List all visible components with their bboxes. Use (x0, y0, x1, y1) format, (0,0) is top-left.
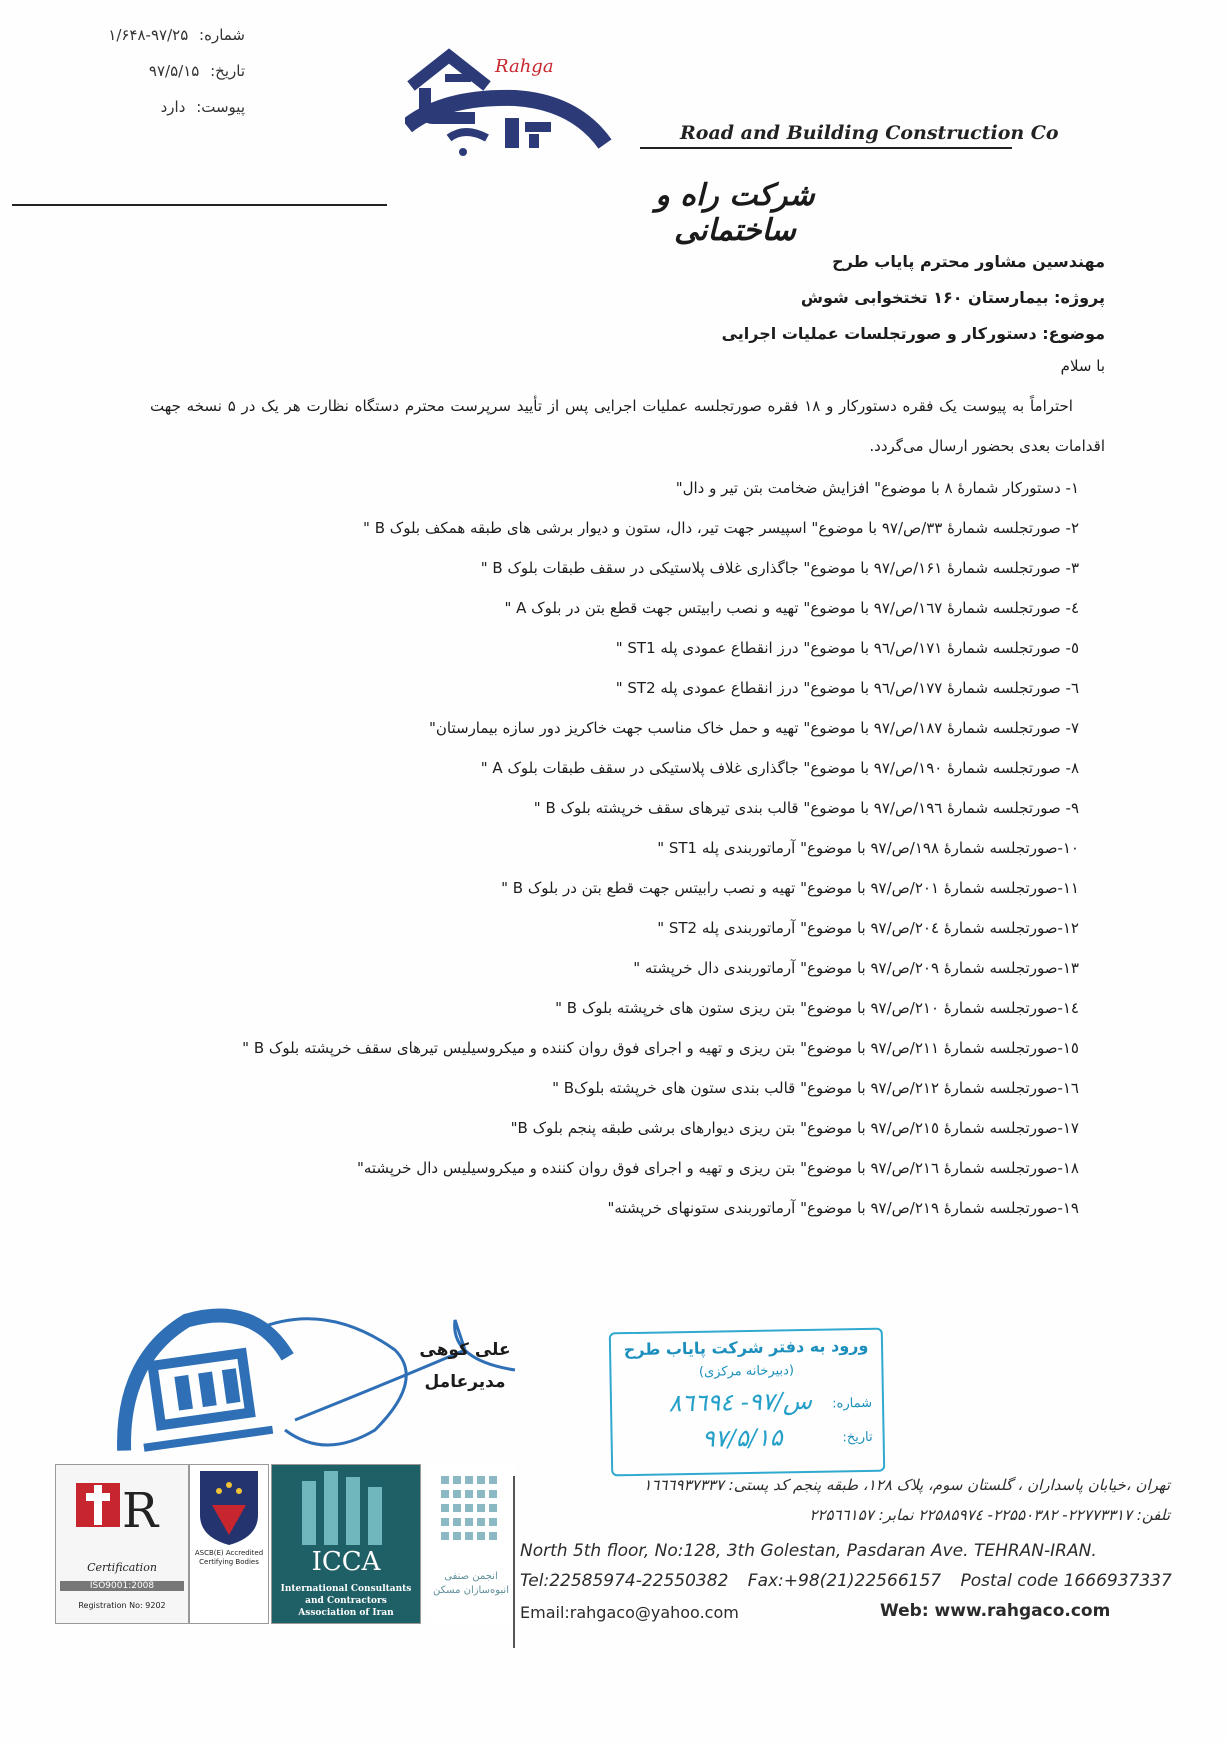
logo-latin-name: Rahga (495, 56, 554, 77)
asc-certificate (189, 1464, 269, 1624)
header-rule-right (640, 147, 1012, 149)
icca-building-icon (272, 1465, 420, 1547)
icca-certificate (271, 1464, 421, 1624)
meta-number-value: ۹۷/۲۵-۱/۶۴۸ (108, 26, 189, 44)
svg-text:R: R (122, 1483, 159, 1539)
footer-divider (513, 1476, 515, 1648)
footer-english (520, 1536, 1220, 1630)
meta-number (65, 24, 245, 60)
letter-body (150, 244, 1105, 1228)
footer-web-link[interactable]: Web: www.rahgaco.com (880, 1601, 1111, 1621)
list-item: ۸- صورتجلسه شمارهٔ ۱۹۰/ص/۹۷ با موضوع" جاگذاری غلاف پلاستیکی در سقف طبقات بلوک A " (480, 759, 1079, 777)
meta-date (65, 60, 245, 96)
iso-caption: Certification (87, 1561, 157, 1574)
list-item: ۳- صورتجلسه شمارهٔ ۱۶۱/ص/۹۷ با موضوع" جاگذاری غلاف پلاستیکی در سقف طبقات بلوک B " (480, 559, 1079, 577)
meta-attachment-label: پیوست: (196, 98, 245, 116)
association-logo (427, 1464, 515, 1622)
meta-date-label: تاریخ: (210, 62, 245, 80)
company-logo (405, 48, 625, 168)
footer-address-fa: تهران ،خیابان پاسداران ، گلستان سوم، پلاک ۱۲۸، طبقه پنجم کد پستی: ۱٦٦٦۹۳۷۳۳۷ (643, 1476, 1170, 1494)
footer-postal: Postal code 1666937337 (960, 1571, 1172, 1591)
receipt-stamp (609, 1328, 885, 1477)
letter-meta (65, 24, 245, 132)
footer-fax: Fax:+98(21)22566157 (747, 1571, 942, 1591)
list-item: ۱۱-صورتجلسه شمارهٔ ۲۰۱/ص/۹۷ با موضوع" تهیه و نصب رابیتس جهت قطع بتن در بلوک B " (501, 879, 1079, 897)
list-item: ٤- صورتجلسه شمارهٔ ۱٦٧/ص/۹۷ با موضوع" تهیه و نصب رابیتس جهت قطع بتن در بلوک A " (504, 599, 1079, 617)
signature-block (95, 1290, 565, 1470)
list-item: ۱۷-صورتجلسه شمارهٔ ۲۱٥/ص/۹۷ با موضوع" بتن ریزی دیوارهای برشی طبقه پنجم بلوک B" (510, 1119, 1079, 1137)
list-item: ۱- دستورکار شمارهٔ ۸ با موضوع" افزایش ضخامت بتن تیر و دال" (675, 479, 1079, 497)
stamp-number-value: ۸٦٦۹٤ -۹۷/س (668, 1386, 813, 1418)
list-item: ۹- صورتجلسه شمارهٔ ۱۹٦/ص/۹۷ با موضوع" قالب بندی تیرهای سقف خرپشته بلوک B " (533, 799, 1079, 817)
list-item: ۱۲-صورتجلسه شمارهٔ ۲۰٤/ص/۹۷ با موضوع" آرماتوربندی پله ST2 " (657, 919, 1079, 937)
iso-registration: Registration No: 9202 (78, 1601, 166, 1610)
list-item: ۱٥-صورتجلسه شمارهٔ ۲۱۱/ص/۹۷ با موضوع" بتن ریزی و تهیه و اجرای فوق روان کننده و میکروسیلیس تیرهای سقف خرپشته بلوک B " (242, 1039, 1079, 1057)
letter-subject: موضوع: دستورکار و صورتجلسات عملیات اجرایی (721, 324, 1105, 343)
iso-number: ISO9001:2008 (60, 1581, 184, 1591)
list-item: ۱٤-صورتجلسه شمارهٔ ۲۱۰/ص/۹۷ با موضوع" بتن ریزی ستون های خرپشته بلوک B " (555, 999, 1079, 1017)
list-item: ۱۳-صورتجلسه شمارهٔ ۲۰۹/ص/۹۷ با موضوع" آرماتوربندی دال خرپشته " (633, 959, 1079, 977)
company-name-en: Road and Building Construction Co (680, 122, 1059, 144)
list-item: ۱۰-صورتجلسه شمارهٔ ۱۹۸/ص/۹۷ با موضوع" آرماتوربندی پله ST1 " (657, 839, 1079, 857)
footer-address-en: North 5th floor, No:128, 3th Golestan, Pasdaran Ave. TEHRAN-IRAN. (520, 1541, 1097, 1561)
signer-name: علی کوهی (419, 1340, 511, 1360)
stamp-number-label: شماره: (832, 1395, 873, 1412)
list-item: ٥- صورتجلسه شمارهٔ ۱۷۱/ص/۹٦ با موضوع" درز انقطاع عمودی پله ST1 " (615, 639, 1079, 657)
enclosure-list (150, 468, 1105, 1228)
footer-phones-fa: تلفن: ۲۲۷۷۳۳۱۷- ۲۲۵۵۰۳۸۲- ۲۲۵۸۵۹۷٤ نمابر: ۲۲۵٦٦۱۵۷ (809, 1506, 1170, 1524)
footer-email-link[interactable]: Email:rahgaco@yahoo.com (520, 1603, 739, 1622)
header-rule-left (12, 204, 387, 206)
letter-recipient: مهندسین مشاور محترم پایاب طرح (832, 252, 1105, 271)
association-building-icon (427, 1464, 515, 1564)
letter-project: پروژه: بیمارستان ۱۶۰ تختخوابی شوش (800, 288, 1105, 307)
letter-intro: احتراماً به پیوست یک فقره دستورکار و ۱۸ فقره صورتجلسه عملیات اجرایی پس از تأیید سرپرست محترم دستگاه نظارت هر یک در ۵ نسخه جهت اقدامات بعدی بحضور ارسال می‌گردد. (150, 397, 1105, 455)
meta-attachment-value: دارد (160, 98, 186, 116)
footer-phones-en (520, 1566, 1220, 1596)
footer-contact (520, 1596, 1220, 1630)
stamp-title: ورود به دفتر شرکت پایاب طرح (623, 1335, 869, 1360)
footer-persian (520, 1470, 1170, 1530)
list-item: ۱۸-صورتجلسه شمارهٔ ۲۱٦/ص/۹۷ با موضوع" بتن ریزی و تهیه و اجرای فوق روان کننده و میکروسیلیس دال خرپشته" (356, 1159, 1079, 1177)
icca-title: ICCA (311, 1547, 381, 1577)
list-item: ۲- صورتجلسه شمارهٔ ۳۳/ص/۹۷ با موضوع" اسپیسر جهت تیر، دال، ستون و دیوار برشی های طبقه همکف بلوک B " (363, 519, 1079, 537)
footer-tel: Tel:22585974-22550382 (520, 1571, 729, 1591)
list-item: ۷- صورتجلسه شمارهٔ ۱۸۷/ص/۹۷ با موضوع" تهیه و حمل خاک مناسب جهت خاکریز دور سازه بیمارستان" (428, 719, 1079, 737)
signer-title: مدیرعامل (424, 1372, 506, 1392)
letter-greeting: با سلام (1060, 357, 1105, 375)
stamp-date-label: تاریخ: (842, 1429, 873, 1446)
meta-attachment (65, 96, 245, 132)
asc-shield-icon (190, 1465, 268, 1549)
meta-number-label: شماره: (199, 26, 245, 44)
list-item: ۱٦-صورتجلسه شمارهٔ ۲۱۲/ص/۹۷ با موضوع" قالب بندی ستون های خرپشته بلوکB " (552, 1079, 1079, 1097)
stamp-date-value: ۹۷/۵/۱۵ (701, 1423, 783, 1453)
association-label: انجمن صنفی انبوه‌سازان مسکن (433, 1571, 509, 1596)
company-name-fa: شرکت راه و ساختمانی (655, 178, 815, 248)
icca-subtitle: International Consultants and Contractors Association of Iran (280, 1584, 412, 1618)
iso-certificate (55, 1464, 189, 1624)
asc-label: ASCB(E) Accredited Certifying Bodies (194, 1549, 264, 1566)
certification-logos (55, 1464, 510, 1624)
list-item: ٦- صورتجلسه شمارهٔ ۱۷۷/ص/۹٦ با موضوع" درز انقطاع عمودی پله ST2 " (615, 679, 1079, 697)
iso-logo-icon (56, 1465, 188, 1561)
stamp-subtitle: (دبیرخانه مرکزی) (698, 1363, 795, 1380)
meta-date-value: ۹۷/۵/۱۵ (148, 62, 200, 80)
list-item: ۱۹-صورتجلسه شمارهٔ ۲۱۹/ص/۹۷ با موضوع" آرماتوربندی ستونهای خرپشته" (607, 1199, 1079, 1217)
